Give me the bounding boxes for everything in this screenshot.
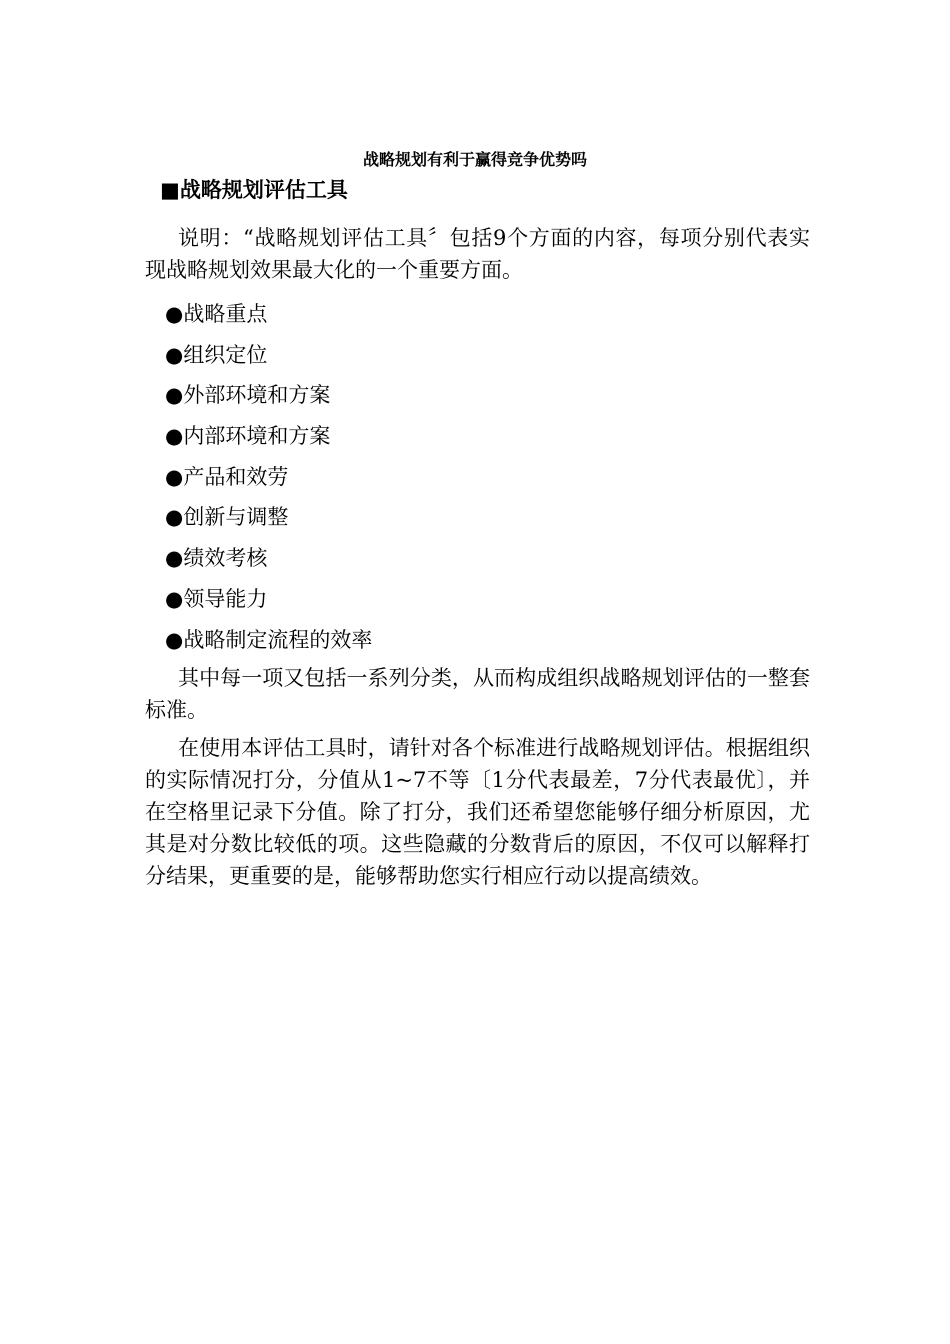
list-item: ●领导能力 [165,586,268,611]
list-item: ●组织定位 [165,342,268,367]
list-item: ●战略重点 [165,302,268,326]
list-item: ●内部环境和方案 [165,424,331,449]
list-item: ●外部环境和方案 [165,383,331,408]
intro-paragraph: 说明：“战略规划评估工具〞包括9个方面的内容，每项分别代表实现战略规划效果最大化的一个重要方面。 [145,226,810,282]
paragraph-categories: 其中每一项又包括一系列分类，从而构成组织战略规划评估的一整套标准。 [145,666,810,722]
intro-block [145,222,810,292]
list-item: ●产品和效劳 [165,464,289,489]
list-item: ●创新与调整 [165,505,289,530]
section-heading: ■战略规划评估工具 [160,178,348,202]
list-item: ●绩效考核 [165,546,268,571]
aspect-list [165,298,372,664]
document-title: 战略规划有利于赢得竞争优势吗 [362,150,587,169]
list-item: ●战略制定流程的效率 [165,627,373,652]
body-block [145,662,810,898]
paragraph-instructions: 在使用本评估工具时，请针对各个标准进行战略规划评估。根据组织的实际情况打分，分值从1~7不等〔1分代表最差，7分代表最优〕，并在空格里记录下分值。除了打分，我们还希望您能够仔细分析原因，尤其是对分数比较低的项。这些隐藏的分数背后的原因，不仅可以解释打分结果，更重要的是，能够帮助您实行相应行动以提高绩效。 [145,736,810,888]
